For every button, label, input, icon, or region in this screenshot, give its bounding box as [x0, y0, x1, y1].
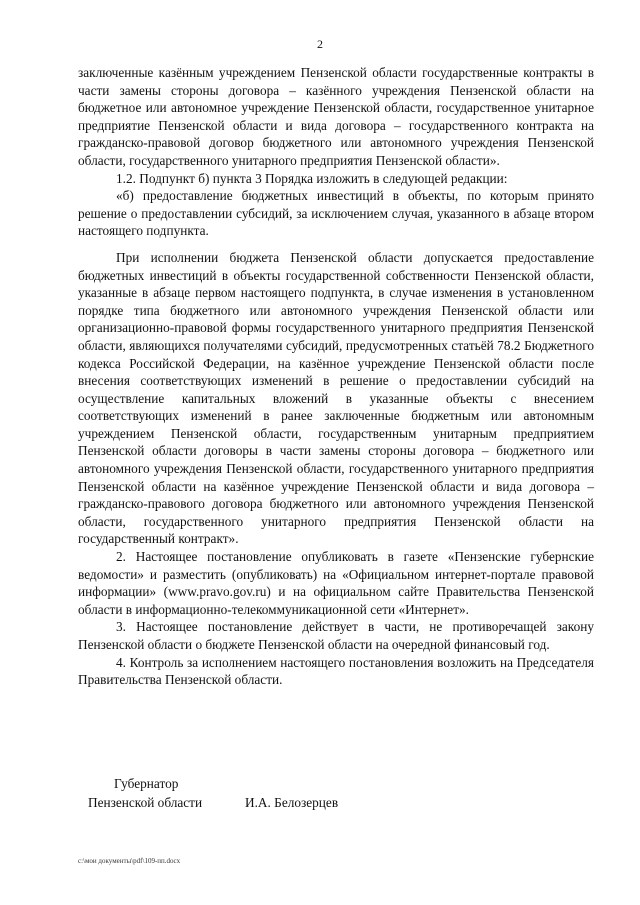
paragraph-2-publication: 2. Настоящее постановление опубликовать в газете «Пензенские губернские ведомости» и разместить (опубликовать) на «Официальном интернет-портале правовой информации» (www.pravo.gov.ru) и на официальном сайте Правительства Пензенской области в информационно-телекоммуникационной сети «Интернет». — [78, 549, 594, 617]
signature-block — [78, 774, 594, 812]
paragraph-continuation: заключенные казённым учреждением Пензенской области государственные контракты в части замены стороны договора – казённого учреждения Пензенской области на бюджетное или автономное учреждение Пензенской области, государственное унитарное предприятие Пензенской области и вида договора – государственного контракта на гражданско-правовой договор бюджетного или автономного учреждения Пензенской области, государственного унитарного предприятия Пензенской области». — [78, 65, 594, 168]
footer-file-path: c:\мои документы\pdf\109-пп.docx — [78, 857, 181, 865]
document-body — [78, 64, 594, 689]
paragraph-4-control: 4. Контроль за исполнением настоящего постановления возложить на Председателя Правительства Пензенской области. — [78, 654, 594, 688]
paragraph-budget-execution: При исполнении бюджета Пензенской области допускается предоставление бюджетных инвестиций в объекты государственной собственности Пензенской области, указанные в абзаце первом настоящего подпункта, в случае изменения в установленном порядке типа бюджетного или автономного учреждения Пензенской области или организационно-правовой формы государственного унитарного предприятия Пензенской области, являющихся получателями субсидий, предусмотренных статьёй 78.2 Бюджетного кодекса Российской Федерации, на казённое учреждение Пензенской области после внесения соответствующих изменений в решение о предоставлении субсидий на осуществление капитальных вложений в указанные объекты с внесением соответствующих изменений в ранее заключенные бюджетным или автономным учреждением Пензенской области, государственным унитарным предприятием Пензенской области договоры в части замены стороны договора – бюджетного или автономного учреждения Пензенской области, государственного унитарного предприятия Пензенской области на казённое учреждение Пензенской области и вида договора – гражданско-правового договора бюджетного или автономного учреждения Пензенской области, государственного унитарного предприятия Пензенской области на государственный контракт». — [78, 249, 594, 547]
signature-title: Губернатор — [114, 776, 179, 791]
signature-name: И.А. Белозерцев — [245, 795, 339, 810]
paragraph-1-2: 1.2. Подпункт б) пункта 3 Порядка изложить в следующей редакции: — [116, 170, 508, 186]
signature-region: Пензенской области — [88, 795, 203, 810]
page-number: 2 — [317, 37, 323, 51]
paragraph-3-validity: 3. Настоящее постановление действует в части, не противоречащей закону Пензенской области о бюджете Пензенской области на очередной финансовый год. — [78, 619, 594, 652]
paragraph-subpoint-b: «б) предоставление бюджетных инвестиций в объекты, по которым принято решение о предоставлении субсидий, за исключением случая, указанного в абзаце втором настоящего подпункта. — [78, 188, 594, 239]
